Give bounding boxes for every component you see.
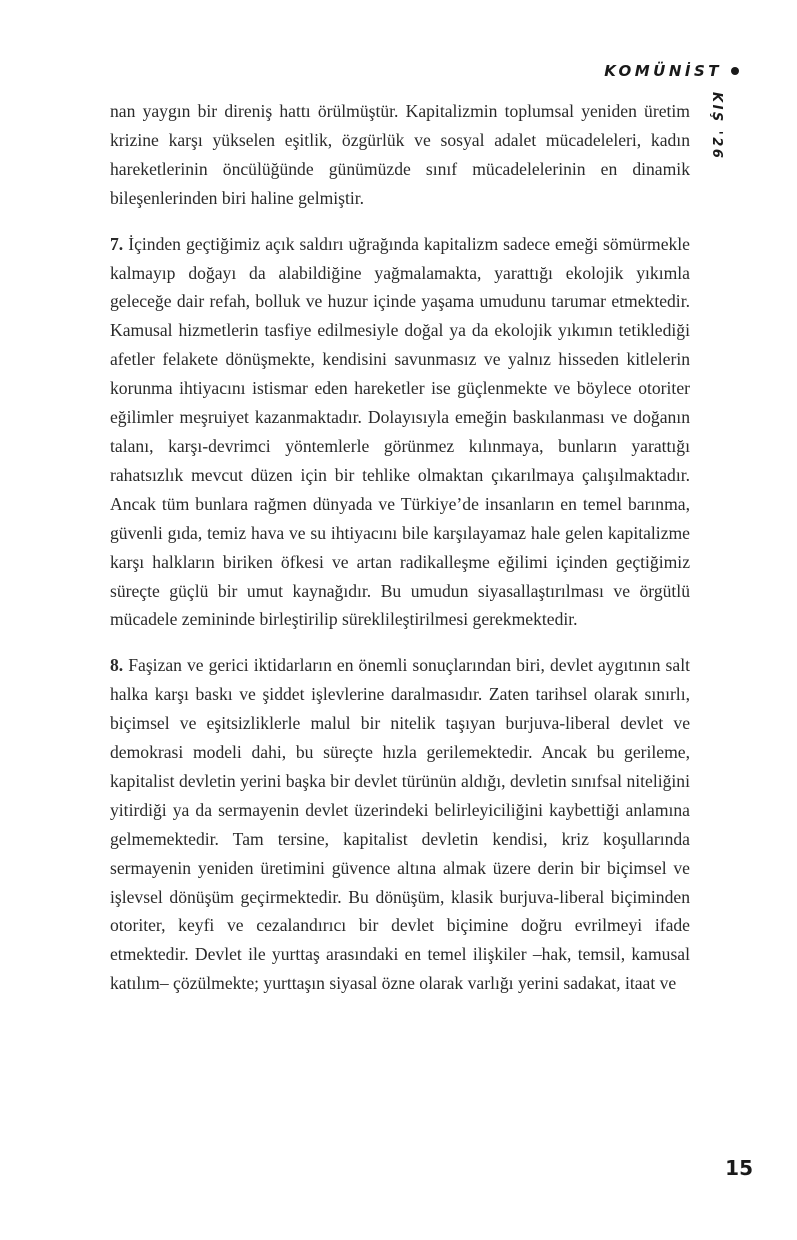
issue-label: KIŞ '26 [709,92,724,161]
paragraph-8 [110,651,690,998]
paragraph-7 [110,230,690,635]
paragraph-number: 8. [110,655,124,676]
journal-title: KOMÜNİST [604,62,722,80]
running-head [604,62,739,80]
paragraph-text: İçinden geçtiğimiz açık saldırı uğrağında kapitalizm sadece emeği sömürmekle kalmayıp doğayı da alabildiğine yağmalamakta, yarattığı ekolojik yıkımla geleceğe dair refah, bolluk ve huzur içinde yaşama umudunu tarumar etmektedir. Kamusal hizmetlerin tasfiye edilmesiyle doğal ya da ekolojik yıkımın tetiklediği afetler felakete dönüşmekte, kendisini savunmasız ve yalnız hisseden kitlelerin korunma ihtiyacını istismar eden hareketler ise güçlenmekte ve böylece otoriter eğilimler meşruiyet kazanmaktadır. Dolayısıyla emeğin baskılanması ve doğanın talanı, karşı-devrimci yöntemlerle görünmez kılınmaya, bunların yarattığı rahatsızlık mevcut düzen için bir tehlike olmaktan çıkarılmaya çalışılmaktadır. Ancak tüm bunlara rağmen dünyada ve Türkiye’de insanların en temel barınma, güvenli gıda, temiz hava ve su ihtiyacını bile karşılayamaz hale gelen kapitalizme karşı halkların biriken öfkesi ve artan radikalleşme eğilimi içinden geçtiğimiz süreçte güçlü bir umut kaynağıdır. Bu umudun siyasallaştırılması ve örgütlü mücadele zemininde birleştirilip süreklileştirilmesi gerekmektedir. [110,233,690,630]
bullet-dot-icon [731,67,739,75]
paragraph-continued [110,97,690,213]
body-text [110,97,690,1015]
paragraph-number: 7. [110,233,124,254]
paragraph-text: Faşizan ve gerici iktidarların en önemli sonuçlarından biri, devlet aygıtının salt halka karşı baskı ve şiddet işlevlerine daralmasıdır. Zaten tarihsel olarak sınırlı, biçimsel ve eşitsizliklerle malul bir nitelik taşıyan burjuva-liberal devlet ve demokrasi modeli dahi, bu süreçte hızla gerilemektedir. Ancak bu gerileme, kapitalist devletin yerini başka bir devlet türünün aldığı, devletin sınıfsal niteliğini yitirdiği ya da sermayenin devlet üzerindeki belirleyiciliğini kaybettiği anlamına gelmemektedir. Tam tersine, kapitalist devletin kendisi, kriz koşullarında sermayenin yeniden üretimini güvence altına almak üzere derin bir biçimsel ve işlevsel dönüşüm geçirmektedir. Bu dönüşüm, klasik burjuva-liberal biçiminden otoriter, keyfi ve cezalandırıcı bir devlet biçimine doğru evrilmeyi ifade etmektedir. Devlet ile yurttaş arasındaki en temel ilişkiler –hak, temsil, kamusal katılım– çözülmekte; yurttaşın siyasal özne olarak varlığı yerini sadakat, itaat ve [110,655,690,994]
paragraph-text: nan yaygın bir direniş hattı örülmüştür. Kapitalizmin toplumsal yeniden üretim krizine karşı yükselen eşitlik, özgürlük ve sosyal adalet mücadeleleri, kadın hareketlerinin öncülüğünde günümüzde sınıf mücadelelerinin en dinamik bileşenlerinden biri haline gelmiştir. [110,101,690,208]
page-number: 15 [725,1156,753,1180]
